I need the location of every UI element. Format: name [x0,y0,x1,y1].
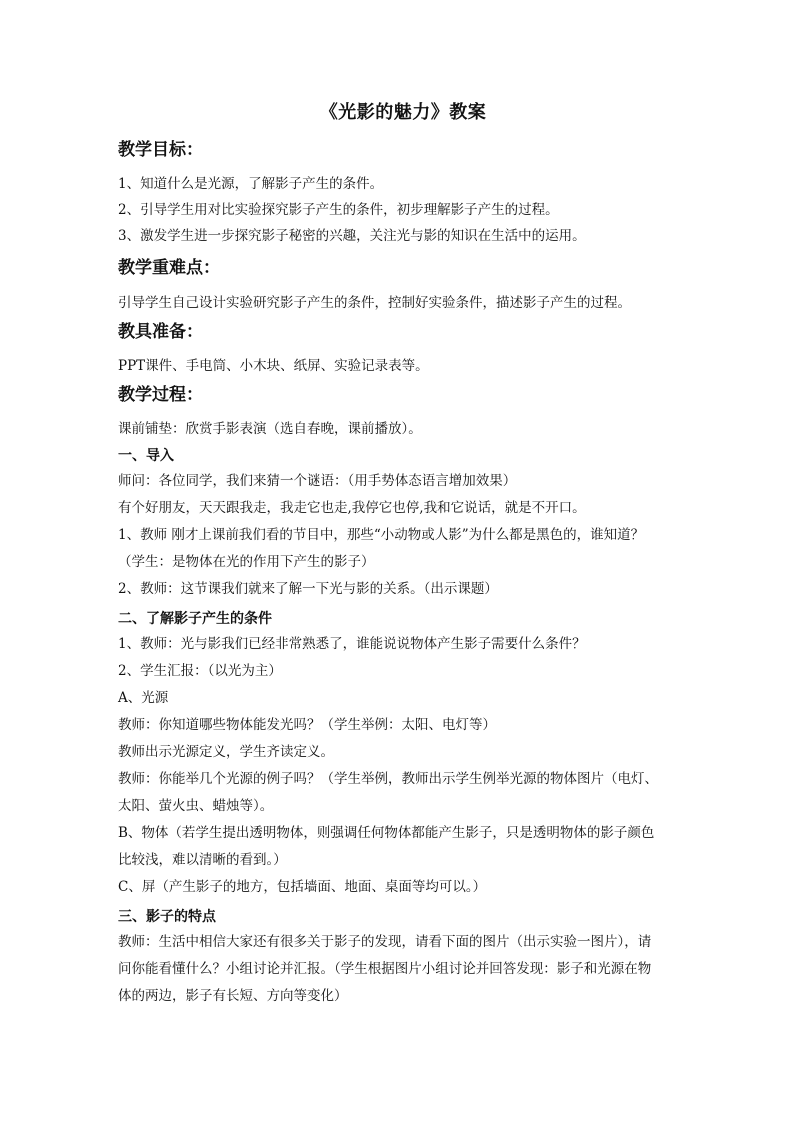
materials-text: PPT课件、手电筒、小木块、纸屏、实验记录表等。 [118,358,429,374]
goal-item-3: 3、激发学生进一步探究影子秘密的兴趣，关注光与影的知识在生活中的运用。 [118,228,586,244]
document-title: 《光影的魅力》教案 [319,102,487,123]
heading-goals: 教学目标： [118,140,203,160]
part2-line-6: 教师：你能举几个光源的例子吗？（学生举例，教师出示学生例举光源的物体图片（电灯、 [118,771,658,787]
part1-line-1: 师问：各位同学，我们来猜一个谜语：（用手势体态语言增加效果） [118,473,517,489]
part1-line-2: 有个好朋友，天天跟我走，我走它也走,我停它也停,我和它说话，就是不开口。 [118,500,586,516]
part2-line-5: 教师出示光源定义，学生齐读定义。 [118,744,334,760]
heading-part1: 一、导入 [118,448,174,464]
part3-line-1: 教师：生活中相信大家还有很多关于影子的发现，请看下面的图片（出示实验一图片），请 [118,934,652,950]
heading-part2: 二、了解影子产生的条件 [118,611,272,627]
part3-line-2: 问你能看懂什么？小组讨论并汇报。（学生根据图片小组讨论并回答发现：影子和光源在物 [118,961,652,977]
part2-line-4: 教师：你知道哪些物体能发光吗？（学生举例：太阳、电灯等） [118,717,496,733]
part1-line-5: 2、教师：这节课我们就来了解一下光与影的关系。（出示课题） [118,581,498,597]
part2-line-9: 比较浅，难以清晰的看到。） [118,852,287,868]
goal-item-1: 1、知道什么是光源，了解影子产生的条件。 [118,176,384,192]
part2-line-2: 2、学生汇报：（以光为主） [118,663,282,679]
difficulties-text: 引导学生自己设计实验研究影子产生的条件，控制好实验条件，描述影子产生的过程。 [118,295,631,311]
part2-line-8: B、物体（若学生提出透明物体，则强调任何物体都能产生影子，只是透明物体的影子颜色 [118,825,655,841]
process-intro: 课前铺垫：欣赏手影表演（选自春晚，课前播放）。 [118,421,422,437]
heading-process: 教学过程： [118,385,203,405]
part2-line-10: C、屏（产生影子的地方，包括墙面、地面、桌面等均可以。） [118,879,487,895]
goal-item-2: 2、引导学生用对比实验探究影子产生的条件，初步理解影子产生的过程。 [118,202,559,218]
part2-line-1: 1、教师：光与影我们已经非常熟悉了，谁能说说物体产生影子需要什么条件？ [118,636,586,652]
part2-line-3: A、光源 [118,690,169,706]
heading-materials: 教具准备： [118,322,203,342]
part2-line-7: 太阳、萤火虫、蜡烛等）。 [118,798,274,814]
heading-part3: 三、影子的特点 [118,909,216,925]
heading-difficulties: 教学重难点： [118,258,220,278]
part3-line-3: 体的两边，影子有长短、方向等变化） [118,988,348,1004]
part1-line-3: 1、教师 刚才上课前我们看的节目中，那些“小动物或人影”为什么都是黑色的，谁知道？ [118,527,645,543]
part1-line-4: （学生：是物体在光的作用下产生的影子） [118,554,375,570]
